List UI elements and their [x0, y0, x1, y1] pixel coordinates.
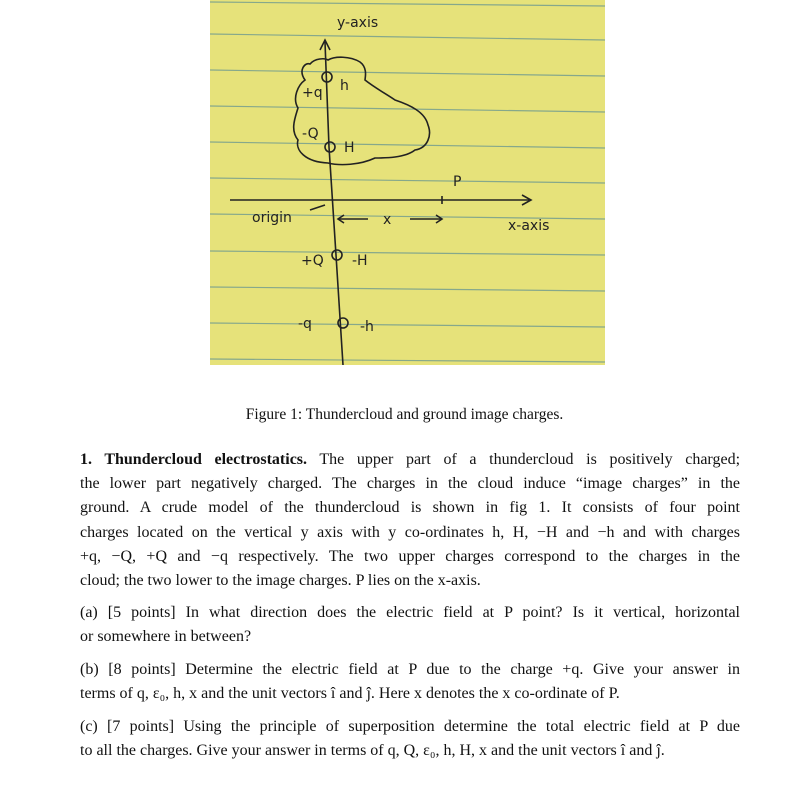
part-b: [80, 658, 740, 706]
minus-H-label: -H: [352, 253, 368, 269]
x-distance-label: x: [383, 212, 392, 228]
origin-arrow: [310, 205, 325, 210]
p-label: P: [453, 174, 462, 190]
part-a-line: or somewhere in between?: [80, 628, 252, 646]
part-c-line: (c) [7 points] Using the principle of superposition determine the total electric field at P due: [80, 718, 740, 735]
problem-line: 1. Thundercloud electrostatics. The upper part of a thundercloud is positively charged;: [80, 451, 741, 468]
problem-line: ground. A crude model of the thundercloud is shown in fig 1. It consists of four point: [80, 499, 740, 517]
charge-minus-q: [338, 318, 348, 328]
h-label: h: [340, 78, 349, 94]
notebook-lines: [210, 2, 605, 362]
problem-line: cloud; the two lower to the image charges. P lies on the x-axis.: [80, 572, 481, 590]
minus-h-label: -h: [360, 319, 374, 335]
x-axis-label: x-axis: [508, 218, 550, 234]
y-axis-label: y-axis: [337, 15, 379, 31]
part-a-line: (a) [5 points] In what direction does the electric field at P point? Is it vertical, horizontal: [80, 604, 740, 621]
part-c-line: to all the charges. Give your answer in terms of q, Q, ε₀, h, H, x and the unit vectors î and ĵ.: [80, 742, 665, 760]
minus-q-label: -q: [298, 316, 312, 332]
problem-line: the lower part negatively charged. The charges in the cloud induce “image charges” in the: [80, 475, 740, 493]
figure-caption: Figure 1: Thundercloud and ground image charges.: [245, 406, 564, 423]
problem-heading: 1. Thundercloud electrostatics.: [80, 451, 308, 468]
part-b-line: terms of q, ε₀, h, x and the unit vectors î and ĵ. Here x denotes the x co-ordinate of P.: [80, 685, 620, 703]
plus-q-label: +q: [302, 85, 323, 101]
figure-drawing: [210, 0, 605, 365]
part-b-line: (b) [8 points] Determine the electric field at P due to the charge +q. Give your answer in: [80, 661, 740, 678]
problem-statement: [80, 448, 740, 593]
part-a: [80, 601, 740, 649]
minus-Q-label: -Q: [302, 126, 319, 142]
part-c: [80, 715, 740, 763]
origin-label: origin: [252, 210, 292, 226]
problem-line: +q, −Q, +Q and −q respectively. The two upper charges correspond to the charges in the: [80, 547, 740, 565]
thundercloud-figure: [210, 0, 605, 365]
plus-Q-label: +Q: [301, 253, 324, 269]
problem-line: charges located on the vertical y axis with y co-ordinates h, H, −H and −h and with charges: [80, 523, 740, 541]
H-label: H: [344, 140, 355, 156]
